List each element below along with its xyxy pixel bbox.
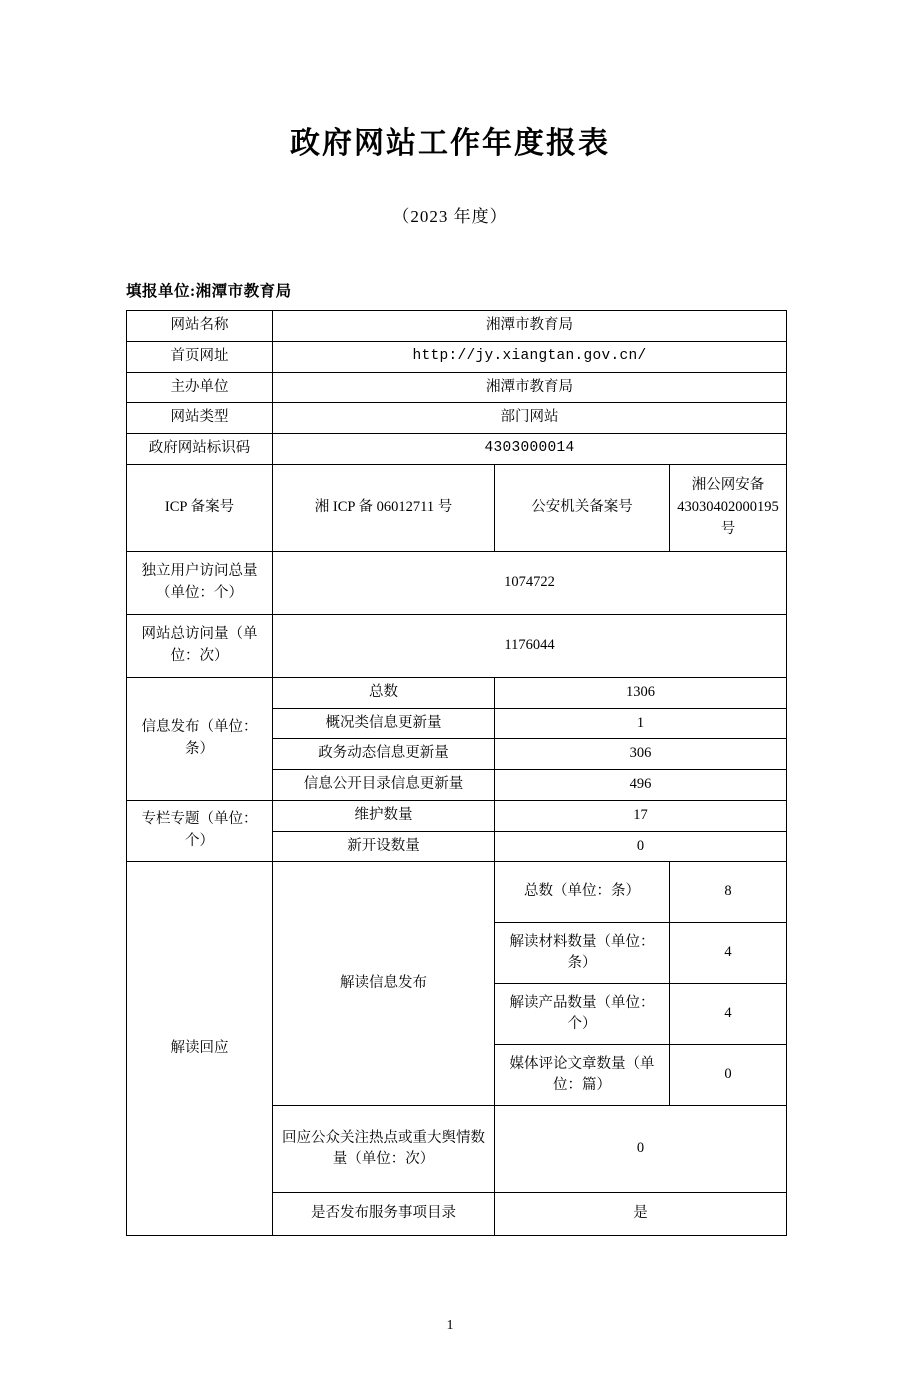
- homepage-value: http://jy.xiangtan.gov.cn/: [273, 341, 787, 372]
- site-name-value: 湘潭市教育局: [273, 311, 787, 342]
- info-publish-item-value: 1306: [495, 677, 787, 708]
- page-number: 1: [446, 1318, 454, 1333]
- total-visits-label: 网站总访问量（单位：次）: [127, 614, 273, 677]
- table-row: [127, 614, 787, 677]
- interpret-item-name: 媒体评论文章数量（单位：篇）: [495, 1045, 670, 1106]
- table-row: [127, 311, 787, 342]
- info-publish-label: 信息发布（单位：条）: [127, 677, 273, 800]
- column-topic-item-value: 0: [495, 831, 787, 862]
- site-type-value: 部门网站: [273, 403, 787, 434]
- total-visits-value: 1176044: [273, 614, 787, 677]
- interpret-item-value: 4: [670, 923, 787, 984]
- info-publish-item-value: 306: [495, 739, 787, 770]
- sponsor-label: 主办单位: [127, 372, 273, 403]
- info-publish-item-name: 信息公开目录信息更新量: [273, 770, 495, 801]
- icp-label: ICP 备案号: [127, 464, 273, 551]
- icp-value: 湘 ICP 备 06012711 号: [273, 464, 495, 551]
- unique-visitors-value: 1074722: [273, 551, 787, 614]
- service-catalog-value: 是: [495, 1193, 787, 1236]
- table-row: [127, 434, 787, 465]
- interpret-item-name: 解读产品数量（单位：个）: [495, 984, 670, 1045]
- site-code-value: 4303000014: [273, 434, 787, 465]
- table-row: [127, 372, 787, 403]
- table-row: [127, 862, 787, 923]
- unique-visitors-label: 独立用户访问总量（单位：个）: [127, 551, 273, 614]
- sponsor-value: 湘潭市教育局: [273, 372, 787, 403]
- table-row: [127, 800, 787, 831]
- interpret-item-name: 总数（单位：条）: [495, 862, 670, 923]
- site-code-label: 政府网站标识码: [127, 434, 273, 465]
- site-name-label: 网站名称: [127, 311, 273, 342]
- table-row: [127, 551, 787, 614]
- reporting-unit-label: 填报单位:湘潭市教育局: [126, 283, 292, 300]
- column-topic-label: 专栏专题（单位：个）: [127, 800, 273, 862]
- table-row: [127, 464, 787, 551]
- info-publish-item-value: 1: [495, 708, 787, 739]
- info-publish-item-name: 政务动态信息更新量: [273, 739, 495, 770]
- document-page: [0, 118, 900, 1390]
- interpret-item-name: 解读材料数量（单位：条）: [495, 923, 670, 984]
- interpret-response-label: 解读回应: [127, 862, 273, 1236]
- table-row: [127, 403, 787, 434]
- interpret-item-value: 0: [670, 1045, 787, 1106]
- column-topic-item-value: 17: [495, 800, 787, 831]
- info-publish-item-name: 总数: [273, 677, 495, 708]
- info-publish-item-name: 概况类信息更新量: [273, 708, 495, 739]
- report-table: [126, 310, 787, 1236]
- site-type-label: 网站类型: [127, 403, 273, 434]
- response-hotspot-label: 回应公众关注热点或重大舆情数量（单位：次）: [273, 1106, 495, 1193]
- service-catalog-label: 是否发布服务事项目录: [273, 1193, 495, 1236]
- interpret-publish-label: 解读信息发布: [273, 862, 495, 1106]
- page-subtitle: （2023 年度）: [392, 207, 508, 226]
- police-record-value: 湘公网安备 43030402000195 号: [670, 464, 787, 551]
- interpret-item-value: 4: [670, 984, 787, 1045]
- column-topic-item-name: 维护数量: [273, 800, 495, 831]
- column-topic-item-name: 新开设数量: [273, 831, 495, 862]
- response-hotspot-value: 0: [495, 1106, 787, 1193]
- page-title: 政府网站工作年度报表: [290, 126, 610, 161]
- police-record-label: 公安机关备案号: [495, 464, 670, 551]
- interpret-item-value: 8: [670, 862, 787, 923]
- table-row: [127, 677, 787, 708]
- homepage-label: 首页网址: [127, 341, 273, 372]
- table-row: [127, 341, 787, 372]
- info-publish-item-value: 496: [495, 770, 787, 801]
